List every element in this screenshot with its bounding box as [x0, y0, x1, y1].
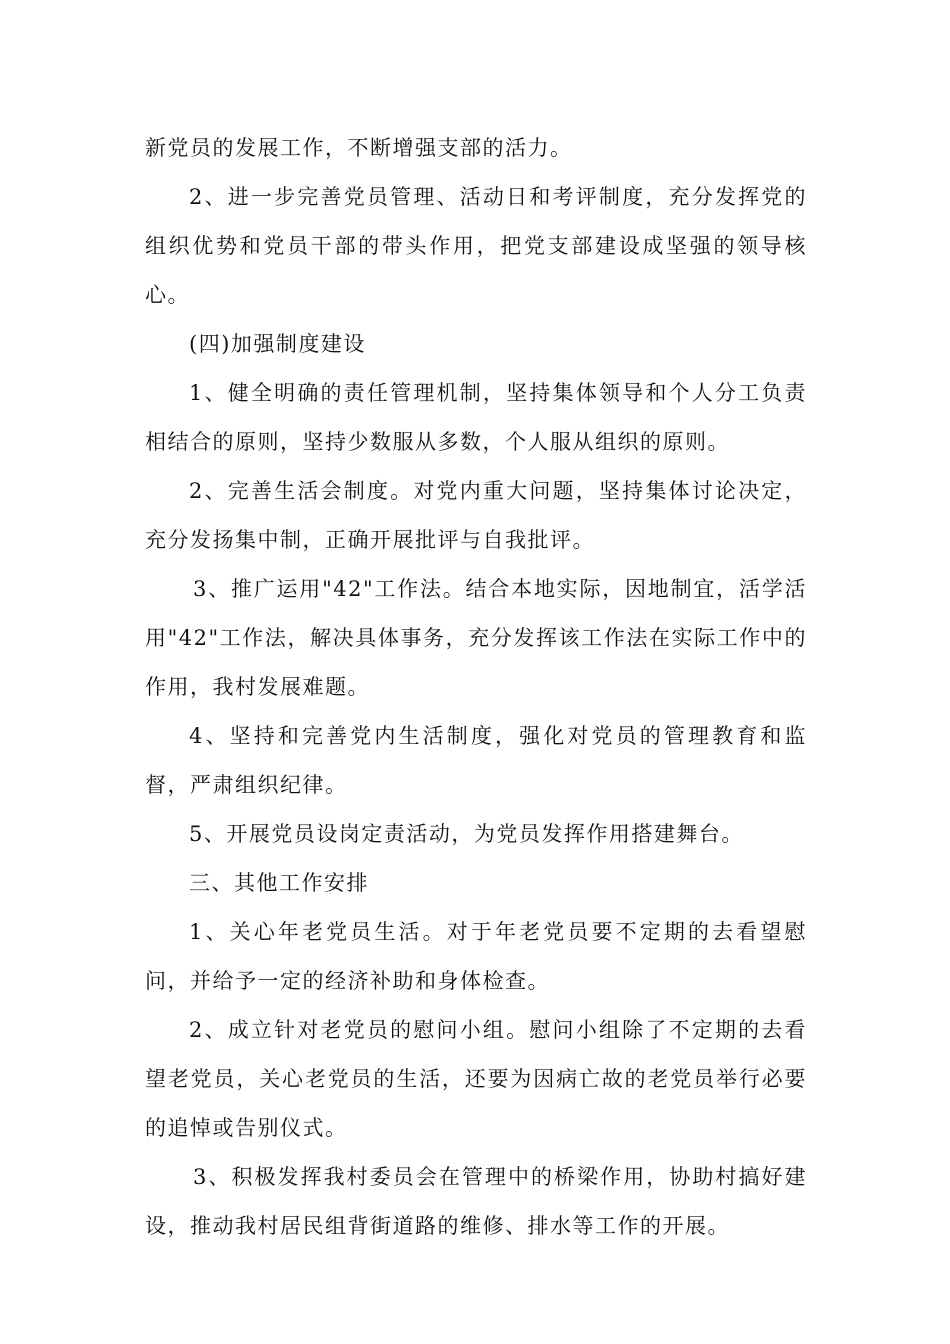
paragraph-item-1: 1、健全明确的责任管理机制，坚持集体领导和个人分工负责相结合的原则，坚持少数服从多数，个人服从组织的原则。	[145, 381, 807, 454]
paragraph-item-4: 4、坚持和完善党内生活制度，强化对党员的管理教育和监督，严肃组织纪律。	[145, 724, 807, 797]
paragraph-continuation: 新党员的发展工作，不断增强支部的活力。	[145, 136, 573, 160]
paragraph-item-3: 3、推广运用"42"工作法。结合本地实际，因地制宜，活学活用"42"工作法，解决具体事务，充分发挥该工作法在实际工作中的作用，我村发展难题。	[145, 577, 807, 699]
paragraph-item-2: 2、进一步完善党员管理、活动日和考评制度，充分发挥党的组织优势和党员干部的带头作用，把党支部建设成坚强的领导核心。	[145, 185, 807, 307]
paragraph-other-3: 3、积极发挥我村委员会在管理中的桥梁作用，协助村搞好建设，推动我村居民组背街道路的维修、排水等工作的开展。	[145, 1165, 807, 1238]
section-heading-four: (四)加强制度建设	[189, 332, 366, 356]
document-body	[145, 124, 807, 1251]
paragraph-other-2: 2、成立针对老党员的慰问小组。慰问小组除了不定期的去看望老党员，关心老党员的生活，还要为因病亡故的老党员举行必要的追悼或告别仪式。	[145, 1018, 807, 1140]
paragraph-item-5: 5、开展党员设岗定责活动，为党员发挥作用搭建舞台。	[189, 822, 744, 846]
paragraph-item-2b: 2、完善生活会制度。对党内重大问题，坚持集体讨论决定，充分发扬集中制，正确开展批评与自我批评。	[145, 479, 807, 552]
section-heading-three: 三、其他工作安排	[189, 871, 369, 895]
paragraph-other-1: 1、关心年老党员生活。对于年老党员要不定期的去看望慰问，并给予一定的经济补助和身体检查。	[145, 920, 807, 993]
